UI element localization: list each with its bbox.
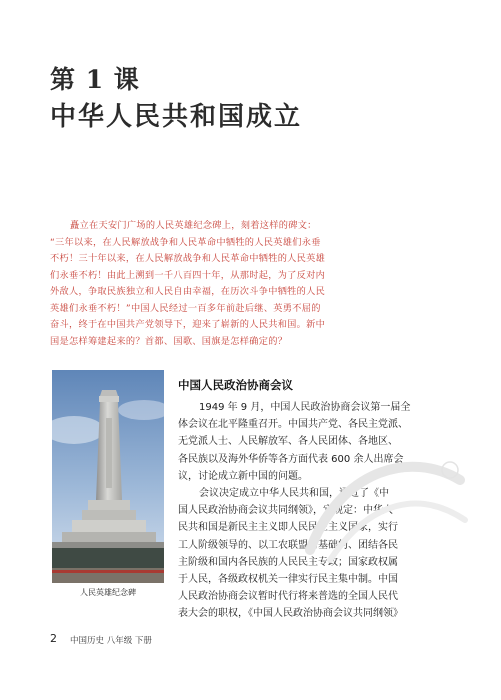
body-line: 1949 年 9 月，中国人民政治协商会议第一届全 [199,402,411,413]
intro-line: 不朽！三十年以来，在人民解放战争和人民革命中牺牲的人民英雄 [50,253,326,264]
body-line: 民共和国是新民主主义即人民民主主义国家，实行 [178,522,398,534]
intro-line: 外敌人，争取民族独立和人民自由幸福，在历次斗争中牺牲的人民 [50,286,326,297]
page-number: 2 [50,632,57,645]
body-line: 议，讨论成立新中国的问题。 [178,470,308,482]
intro-line: 奋斗，终于在中国共产党领导下，迎来了崭新的人民共和国。新中 [50,319,326,330]
section-heading: 中国人民政治协商会议 [178,378,293,392]
body-line: 体会议在北平隆重召开。中国共产党、各民主党派、 [178,419,408,431]
body-line: 各民族以及海外华侨等各方面代表 600 余人出席会 [178,453,404,465]
intro-passage [50,218,460,350]
intro-line: 英雄们永垂不朽！”中国人民经过一百多年前赴后继、英勇不屈的 [50,302,321,314]
lesson-title: 中华人民共和国成立 [50,102,303,132]
body-line: 于人民，各级政权机关一律实行民主集中制。中国 [178,574,398,586]
intro-line: 国是怎样筹建起来的？首都、国歌、国旗是怎样确定的？ [50,335,288,347]
intro-line: “三年以来，在人民解放战争和人民革命中牺牲的人民英雄们永垂 [50,236,321,248]
intro-line: 们永垂不朽！由此上溯到一千八百四十年，从那时起，为了反对内 [50,269,326,281]
body-line: 表大会的职权，《中国人民政治协商会议共同纲领》 [178,608,403,620]
body-line: 主阶级和国内各民族的人民民主专政；国家政权属 [178,556,398,568]
body-line: 工人阶级领导的、以工农联盟为基础的、团结各民 [178,539,398,551]
monument-photo [52,370,164,583]
lesson-number: 第 1 课 [50,65,140,94]
body-line: 人民政治协商会议暂时代行将来普选的全国人民代 [178,591,398,603]
body-line: 无党派人士、人民解放军、各人民团体、各地区、 [178,436,398,448]
body-line: 国人民政治协商会议共同纲领》，它规定：中华人 [178,505,393,517]
section-body [178,399,460,623]
body-line: 会议决定成立中华人民共和国，通过了《中 [199,488,389,500]
book-title: 中国历史 八年级 下册 [70,636,152,646]
photo-caption: 人民英雄纪念碑 [80,588,136,597]
intro-line: 矗立在天安门广场的人民英雄纪念碑上，刻着这样的碑文： [70,220,317,231]
